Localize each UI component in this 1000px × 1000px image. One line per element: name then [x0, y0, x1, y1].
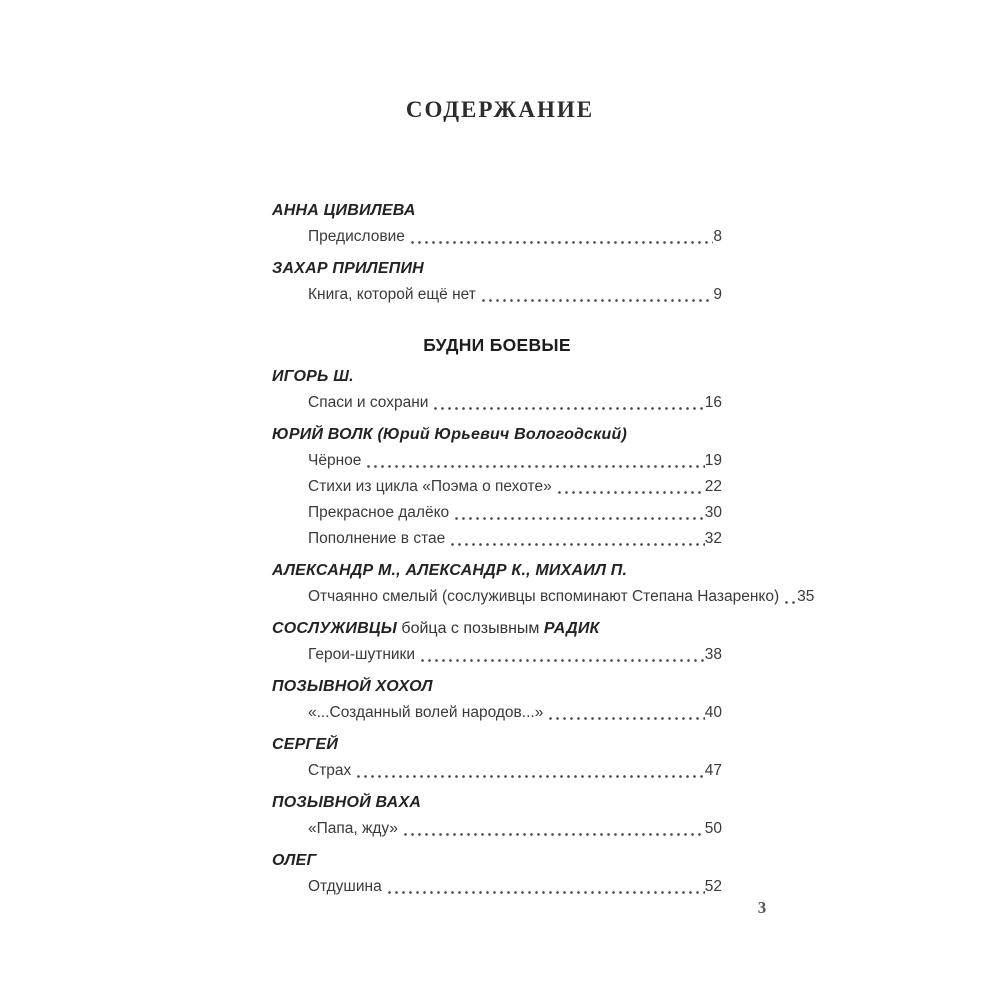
author-heading-segment: бойца с позывным: [396, 620, 544, 637]
toc-entry-title: Пополнение в стае: [308, 530, 446, 547]
toc-entry-title: Предисловие: [308, 228, 405, 245]
author-heading-segment: АЛЕКСАНДР М., АЛЕКСАНДР К., МИХАИЛ П.: [272, 562, 628, 579]
author-heading: [272, 558, 722, 584]
author-heading-segment: СЕРГЕЙ: [272, 736, 339, 753]
toc-entry-title: Книга, которой ещё нет: [308, 286, 476, 303]
toc-entry: [272, 282, 722, 308]
toc-entry: [272, 448, 722, 474]
dot-leader: [419, 642, 705, 668]
page-title: СОДЕРЖАНИЕ: [405, 97, 595, 122]
toc-entry-page: 16: [704, 394, 722, 411]
dot-leader: [432, 390, 704, 416]
toc-entry: [272, 700, 722, 726]
toc-entry-page: 38: [704, 646, 722, 663]
toc-entry-title: Стихи из цикла «Поэма о пехоте»: [308, 478, 552, 495]
toc-entry-page: 19: [704, 452, 722, 469]
toc-entry-page: 9: [713, 286, 722, 303]
toc-entry: [272, 390, 722, 416]
toc-entry-title: Страх: [308, 762, 352, 779]
author-heading: [272, 616, 722, 642]
dot-leader: [556, 474, 705, 500]
toc-entry: [272, 874, 722, 900]
author-heading-segment: ИГОРЬ Ш.: [272, 368, 354, 385]
author-heading: [272, 422, 722, 448]
toc-entry-title: Чёрное: [308, 452, 362, 469]
toc-entry-title: Отдушина: [308, 878, 382, 895]
toc-entry: [272, 526, 722, 552]
dot-leader: [480, 282, 714, 308]
author-heading: [272, 790, 722, 816]
author-heading-segment: ПОЗЫВНОЙ ХОХОЛ: [272, 678, 433, 695]
toc-entry-title: Спаси и сохрани: [308, 394, 429, 411]
dot-leader: [365, 448, 704, 474]
dot-leader: [783, 584, 797, 610]
toc-entry: [272, 816, 722, 842]
dot-leader: [355, 758, 704, 784]
toc-entry-title: Прекрасное далёко: [308, 504, 450, 521]
author-heading: [272, 674, 722, 700]
toc-entry-page: 8: [713, 228, 722, 245]
toc-entry: [272, 758, 722, 784]
author-heading-segment: РАДИК: [543, 620, 600, 637]
author-heading: [272, 848, 722, 874]
dot-leader: [449, 526, 704, 552]
page-number: 3: [757, 898, 767, 917]
toc-entry-page: 40: [704, 704, 722, 721]
author-heading: [272, 732, 722, 758]
author-heading-segment: ОЛЕГ: [272, 852, 317, 869]
toc-entry-page: 22: [704, 478, 722, 495]
author-heading-segment: ЗАХАР ПРИЛЕПИН: [272, 260, 424, 277]
toc-entry-page: 50: [704, 820, 722, 837]
toc-entry-page: 30: [704, 504, 722, 521]
toc-entry-title: Отчаянно смелый (сослуживцы вспоминают Степана Назаренко): [308, 588, 780, 605]
toc-entry: [272, 500, 722, 526]
dot-leader: [402, 816, 705, 842]
toc-entry-title: «Папа, жду»: [308, 820, 398, 837]
toc-entry: [272, 642, 722, 668]
toc-list: [272, 192, 815, 900]
toc-entry-title: «...Созданный волей народов...»: [308, 704, 544, 721]
author-heading-segment: СОСЛУЖИВЦЫ: [272, 620, 397, 637]
dot-leader: [386, 874, 705, 900]
dot-leader: [547, 700, 704, 726]
author-heading: [272, 256, 722, 282]
toc-entry: [272, 474, 722, 500]
toc-entry-page: 35: [797, 588, 815, 605]
author-heading-segment: АННА ЦИВИЛЕВА: [272, 202, 416, 219]
author-heading-segment: ЮРИЙ ВОЛК (Юрий Юрьевич Вологодский): [272, 426, 628, 443]
toc-entry: [272, 224, 722, 250]
toc-entry: [272, 584, 815, 610]
dot-leader: [409, 224, 714, 250]
author-heading-segment: ПОЗЫВНОЙ ВАХА: [272, 794, 422, 811]
toc-entry-title: Герои-шутники: [308, 646, 415, 663]
author-heading: [272, 364, 722, 390]
toc-entry-page: 47: [704, 762, 722, 779]
author-heading: [272, 198, 722, 224]
toc-entry-page: 32: [704, 530, 722, 547]
toc-entry-page: 52: [704, 878, 722, 895]
dot-leader: [453, 500, 705, 526]
section-heading: БУДНИ БОЕВЫЕ: [423, 335, 571, 355]
